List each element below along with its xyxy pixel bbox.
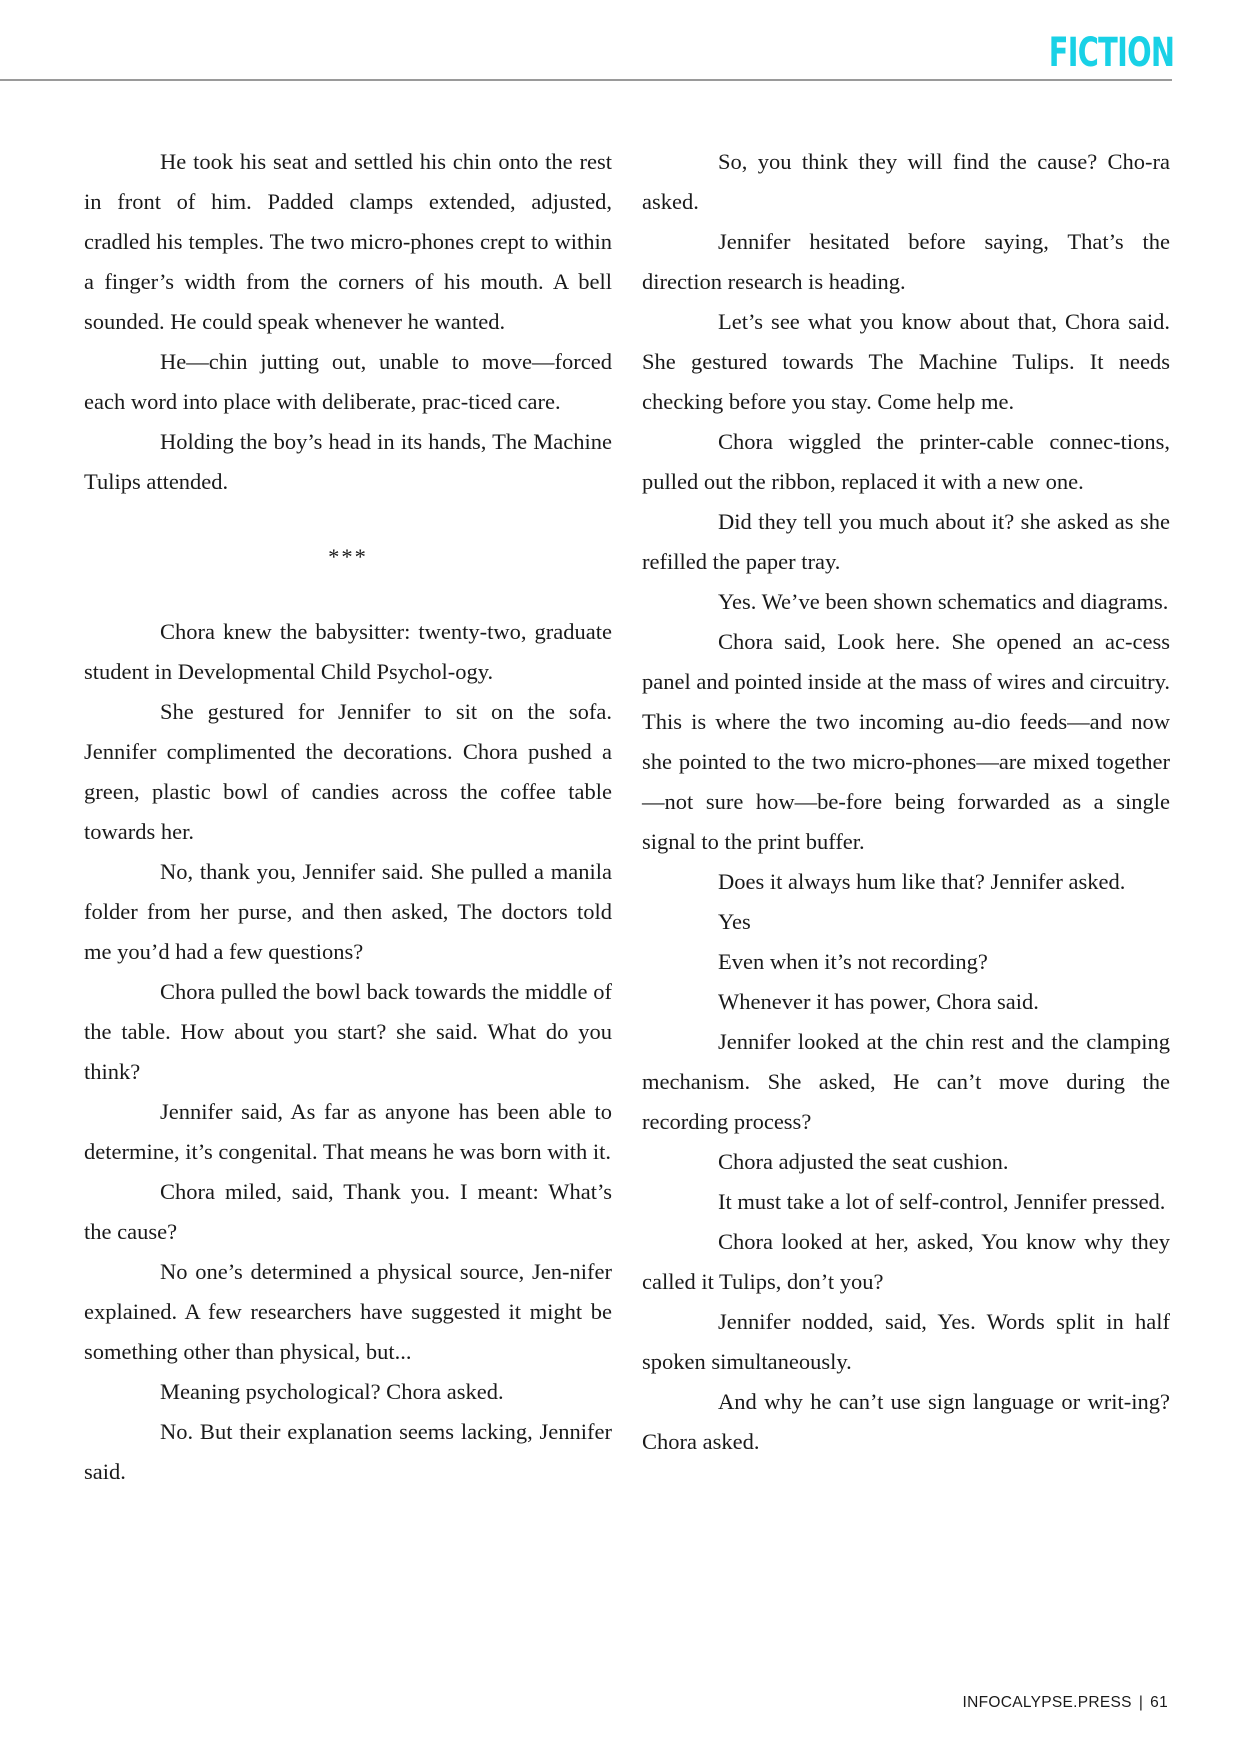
paragraph: Jennifer looked at the chin rest and the clamping mechanism. She asked, He can’t move during the recording process?	[642, 1029, 1170, 1134]
paragraph: Yes	[718, 909, 751, 934]
left-column	[84, 142, 612, 1492]
paragraph: Chora wiggled the printer-cable connec-tions, pulled out the ribbon, replaced it with a new one.	[642, 429, 1170, 494]
paragraph: So, you think they will find the cause? Cho-ra asked.	[642, 149, 1170, 214]
paragraph: Whenever it has power, Chora said.	[718, 989, 1039, 1014]
paragraph: Jennifer nodded, said, Yes. Words split in half spoken simultaneously.	[642, 1309, 1170, 1374]
paragraph: Even when it’s not recording?	[718, 949, 988, 974]
scene-break: ***	[328, 544, 368, 569]
section-label: FICTION	[1048, 30, 1174, 76]
paragraph: No one’s determined a physical source, Jen-nifer explained. A few researchers have suggested it might be something other than physical, but...	[84, 1259, 612, 1364]
paragraph: Chora said, Look here. She opened an ac-cess panel and pointed inside at the mass of wires and circuitry. This is where the two incoming au-dio feeds—and now she pointed to the two micro-phones—are mixed together—not sure how—be-fore being forwarded as a single signal to the print buffer.	[642, 629, 1170, 854]
paragraph: Chora miled, said, Thank you. I meant: What’s the cause?	[84, 1179, 612, 1244]
paragraph: Did they tell you much about it? she asked as she refilled the paper tray.	[642, 509, 1170, 574]
paragraph: Does it always hum like that? Jennifer asked.	[718, 869, 1126, 894]
paragraph: Jennifer said, As far as anyone has been able to determine, it’s congenital. That means he was born with it.	[84, 1099, 612, 1164]
page-number: 61	[1150, 1694, 1168, 1711]
paragraph: Yes. We’ve been shown schematics and diagrams.	[718, 589, 1169, 614]
header-rule	[0, 79, 1172, 81]
footer-separator: |	[1138, 1694, 1144, 1711]
paragraph: It must take a lot of self-control, Jennifer pressed.	[718, 1189, 1166, 1214]
paragraph: Chora pulled the bowl back towards the middle of the table. How about you start? she said. What do you think?	[84, 979, 612, 1084]
paragraph: Chora knew the babysitter: twenty-two, graduate student in Developmental Child Psychol-ogy.	[84, 619, 612, 684]
page-footer	[962, 1694, 1168, 1712]
paragraph: Holding the boy’s head in its hands, The Machine Tulips attended.	[84, 429, 612, 494]
paragraph: He took his seat and settled his chin onto the rest in front of him. Padded clamps extended, adjusted, cradled his temples. The two micro-phones crept to within a finger’s width from the corners of his mouth. A bell sounded. He could speak whenever he wanted.	[84, 149, 612, 334]
paragraph: She gestured for Jennifer to sit on the sofa. Jennifer complimented the decorations. Chora pushed a green, plastic bowl of candies across the coffee table towards her.	[84, 699, 612, 844]
paragraph: Chora looked at her, asked, You know why they called it Tulips, don’t you?	[642, 1229, 1170, 1294]
paragraph: He—chin jutting out, unable to move—forced each word into place with deliberate, prac-ticed care.	[84, 349, 612, 414]
paragraph: Jennifer hesitated before saying, That’s the direction research is heading.	[642, 229, 1170, 294]
publication-name: INFOCALYPSE.PRESS	[962, 1694, 1132, 1711]
right-column	[642, 142, 1170, 1462]
paragraph: Let’s see what you know about that, Chora said. She gestured towards The Machine Tulips. It needs checking before you stay. Come help me.	[642, 309, 1170, 414]
paragraph: Chora adjusted the seat cushion.	[718, 1149, 1009, 1174]
paragraph: And why he can’t use sign language or writ-ing? Chora asked.	[642, 1389, 1170, 1454]
paragraph: No. But their explanation seems lacking, Jennifer said.	[84, 1419, 612, 1484]
paragraph: No, thank you, Jennifer said. She pulled a manila folder from her purse, and then asked, The doctors told me you’d had a few questions?	[84, 859, 612, 964]
paragraph: Meaning psychological? Chora asked.	[160, 1379, 504, 1404]
